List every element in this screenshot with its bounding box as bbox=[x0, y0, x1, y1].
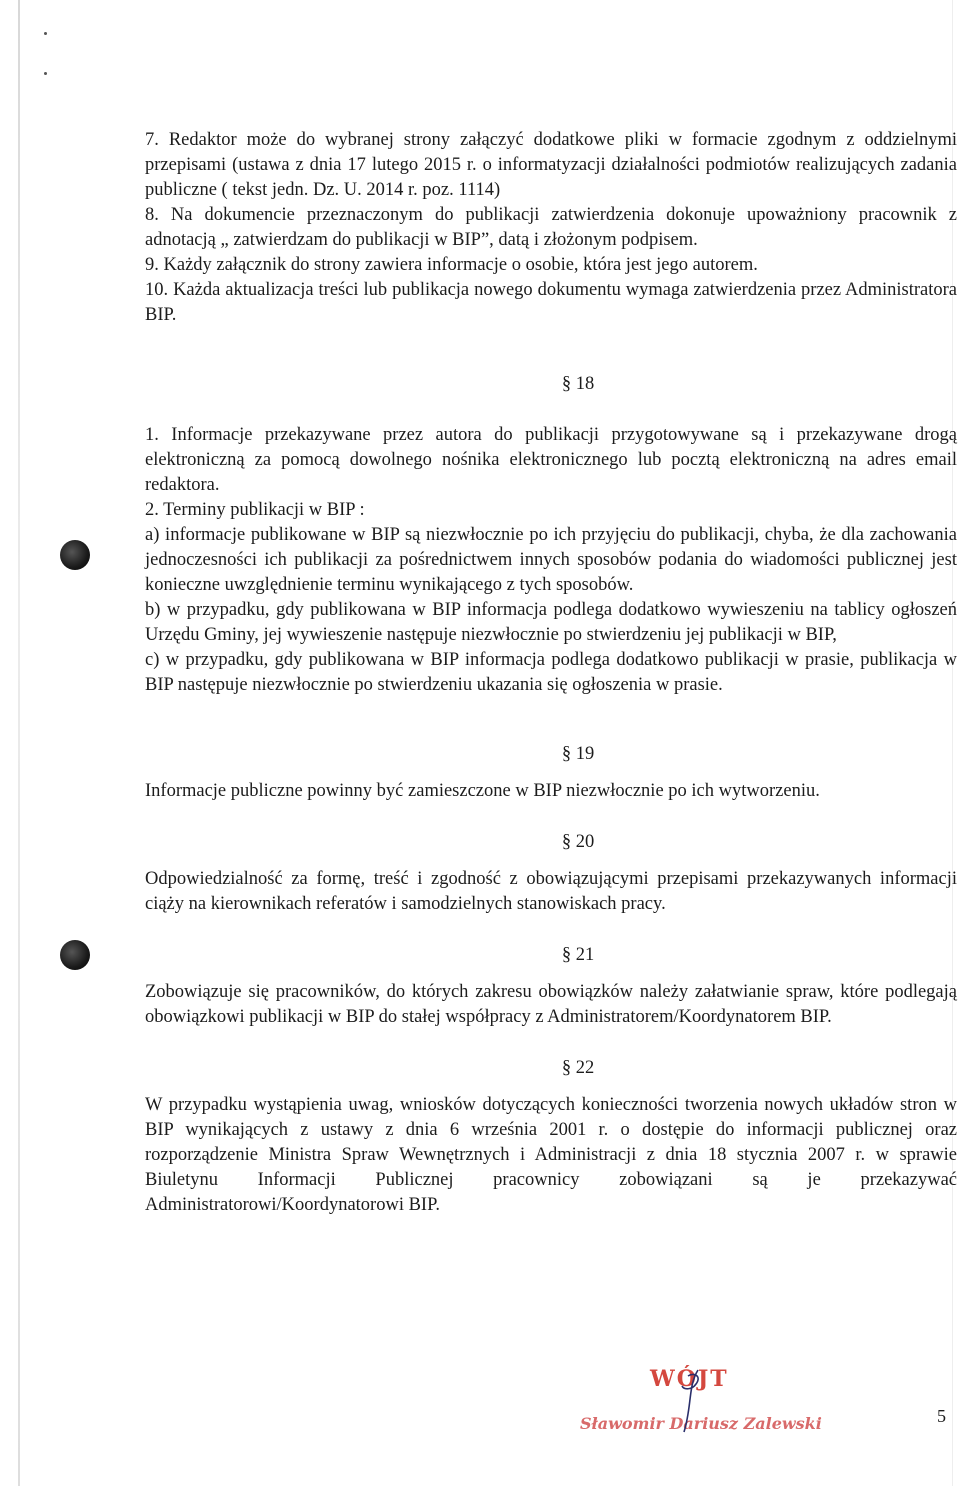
sec18-paragraph-1: 1. Informacje przekazywane przez autora do publikacji przygotowywane są i przekazywane drogą elektroniczną za pomocą dowolnego nośnika elektronicznego lub pocztą elektroniczną na adres email redaktora. bbox=[145, 425, 957, 495]
signature-stamp bbox=[580, 1366, 820, 1446]
sec18-item-a: a) informacje publikowane w BIP są niezwłocznie po ich przyjęciu do publikacji, chyba, że dla zachowania jednoczesności ich publikacji za pośrednictwem innych sposobów podania do wiadomości publicznej jest konieczne uwzględnienie terminu wynikającego z tych sposobów. bbox=[145, 525, 957, 595]
section-heading-19: § 19 bbox=[561, 744, 595, 764]
sec18-item-b: b) w przypadku, gdy publikowana w BIP informacja podlega dodatkowo wywieszeniu na tablicy ogłoszeń Urzędu Gminy, jej wywieszenie następuje niezwłocznie po stwierdzeniu jej publikacji w BIP, bbox=[145, 600, 957, 645]
scan-speck bbox=[44, 72, 47, 75]
stamp-name: Sławomir Dariusz Zalewski bbox=[580, 1414, 822, 1433]
paragraph-9: 9. Każdy załącznik do strony zawiera informacje o osobie, która jest jego autorem. bbox=[145, 255, 758, 275]
section-heading-18: § 18 bbox=[561, 374, 595, 394]
scan-left-edge bbox=[18, 0, 20, 1486]
section-heading-21: § 21 bbox=[561, 945, 595, 965]
sec18-item-c: c) w przypadku, gdy publikowana w BIP informacja podlega dodatkowo publikacji w prasie, publikacja w BIP następuje niezwłocznie po stwierdzeniu ukazania się ogłoszenia w prasie. bbox=[145, 650, 957, 695]
stamp-title: WÓJT bbox=[650, 1366, 729, 1392]
sec21-text: Zobowiązuje się pracowników, do których zakresu obowiązków należy załatwianie spraw, które podlegają obowiązkowi publikacji w BIP do stałej współpracy z Administratorem/Koordynatorem BIP. bbox=[145, 982, 957, 1027]
paragraph-7: 7. Redaktor może do wybranej strony załączyć dodatkowe pliki w formacie zgodnym z oddzielnymi przepisami (ustawa z dnia 17 lutego 2015 r. o informatyzacji działalności podmiotów realizujących zadania publiczne ( tekst jedn. Dz. U. 2014 r. poz. 1114) bbox=[145, 130, 957, 200]
signature-stroke-icon bbox=[580, 1366, 820, 1446]
scan-speck bbox=[44, 32, 47, 35]
punch-hole-bottom bbox=[60, 940, 90, 970]
paragraph-10: 10. Każda aktualizacja treści lub publikacja nowego dokumentu wymaga zatwierdzenia przez Administratora BIP. bbox=[145, 280, 957, 325]
sec20-text: Odpowiedzialność za formę, treść i zgodność z obowiązującymi przepisami przekazywanych informacji ciąży na kierownikach referatów i samodzielnych stanowiskach pracy. bbox=[145, 869, 957, 914]
page-number: 5 bbox=[937, 1406, 946, 1426]
section-heading-20: § 20 bbox=[561, 832, 595, 852]
section-heading-22: § 22 bbox=[561, 1058, 595, 1078]
sec19-text: Informacje publiczne powinny być zamieszczone w BIP niezwłocznie po ich wytworzeniu. bbox=[145, 781, 820, 801]
sec22-text: W przypadku wystąpienia uwag, wniosków dotyczących konieczności tworzenia nowych układów stron w BIP wynikających z ustawy z dnia 6 września 2001 r. o dostępie do informacji publicznej oraz rozporządzenie Ministra Spraw Wewnętrznych i Administracji z dnia 18 stycznia 2007 r. w sprawie Biuletynu Informacji Publicznej pracownicy zobowiązani są je przekazywać Administratorowi/Koordynatorowi BIP. bbox=[145, 1095, 957, 1215]
document-body bbox=[145, 128, 957, 1218]
paragraph-8: 8. Na dokumencie przeznaczonym do publikacji zatwierdzenia dokonuje upoważniony pracownik z adnotacją „ zatwierdzam do publikacji w BIP”, datą i złożonym podpisem. bbox=[145, 205, 957, 250]
punch-hole-top bbox=[60, 540, 90, 570]
sec18-paragraph-2: 2. Terminy publikacji w BIP : bbox=[145, 500, 365, 520]
